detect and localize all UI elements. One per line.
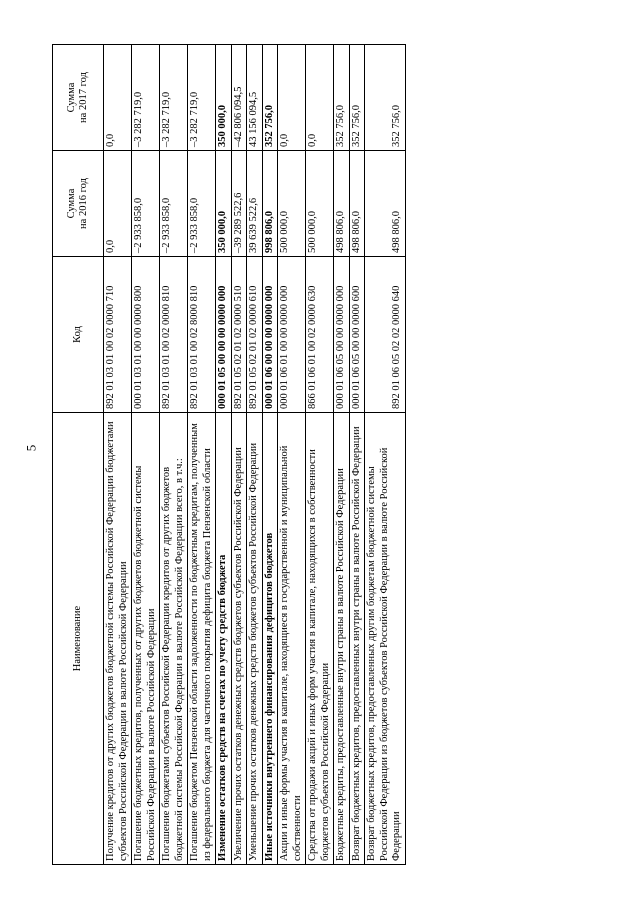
row-name: Акции и иные формы участия в капитале, находящиеся в государственной и муниципальной собственности: [278, 413, 306, 865]
row-name: Средства от продажи акций и иных форм участия в капитале, находящихся в собственности бюджетов субъектов Российской Федерации: [306, 413, 334, 865]
row-sum-2017: 352 756,0: [334, 45, 350, 151]
row-code: 892 01 06 05 02 02 0000 640: [365, 257, 406, 413]
header-sum-2016-line2: на 2016 год: [78, 178, 89, 229]
row-sum-2017: 352 756,0: [262, 45, 278, 151]
page-number: 5: [23, 444, 39, 452]
row-sum-2016: 498 806,0: [334, 151, 350, 257]
row-sum-2017: 0,0: [278, 45, 306, 151]
row-sum-2016: –2 933 858,0: [160, 151, 188, 257]
row-code: 892 01 05 02 01 02 0000 510: [231, 257, 247, 413]
row-sum-2017: 0,0: [306, 45, 334, 151]
row-code: 000 01 03 01 00 00 0000 800: [132, 257, 160, 413]
row-name: Погашение бюджетом Пензенской области задолженности по бюджетным кредитам, полученным из федерального бюджета для частичного покрытия дефицита бюджета Пензенской области: [188, 413, 216, 865]
row-code: 000 01 06 00 00 00 0000 000: [262, 257, 278, 413]
row-name: Иные источники внутреннего финансирования дефицитов бюджетов: [262, 413, 278, 865]
table-row: [104, 45, 132, 865]
row-sum-2016: 500 000,0: [306, 151, 334, 257]
row-code: 000 01 06 01 00 00 0000 000: [278, 257, 306, 413]
row-name: Возврат бюджетных кредитов, предоставленных другим бюджетам бюджетной системы Российской Федерации из бюджетов субъектов Российской Федерации в валюте Российской Федерации: [365, 413, 406, 865]
table-row: [188, 45, 216, 865]
table-row: [231, 45, 247, 865]
row-code: 000 01 05 00 00 00 0000 000: [216, 257, 232, 413]
row-name: Увеличение прочих остатков денежных средств бюджетов субъектов Российской Федерации: [231, 413, 247, 865]
row-name: Изменение остатков средств на счетах по учету средств бюджета: [216, 413, 232, 865]
rotated-table-wrapper: [52, 45, 406, 865]
row-sum-2017: –42 806 094,5: [231, 45, 247, 151]
row-sum-2017: 43 156 094,5: [247, 45, 263, 151]
table-body: [104, 45, 406, 865]
row-sum-2016: 500 000,0: [278, 151, 306, 257]
table-row: [160, 45, 188, 865]
row-sum-2016: 350 000,0: [216, 151, 232, 257]
row-sum-2017: 350 000,0: [216, 45, 232, 151]
row-sum-2016: 39 639 522,6: [247, 151, 263, 257]
header-sum-2017: [53, 45, 104, 151]
header-sum-2016-line1: Сумма: [65, 188, 77, 219]
table-row: [365, 45, 406, 865]
row-name: Уменьшение прочих остатков денежных средств бюджетов субъектов Российской Федерации: [247, 413, 263, 865]
table-row: [216, 45, 232, 865]
table-row: [306, 45, 334, 865]
row-code: 892 01 03 01 00 02 8000 810: [188, 257, 216, 413]
financing-sources-table: [52, 44, 406, 865]
row-sum-2016: –2 933 858,0: [132, 151, 160, 257]
row-code: 000 01 06 05 00 00 0000 000: [334, 257, 350, 413]
row-name: Возврат бюджетных кредитов, предоставленных внутри страны в валюте Российской Федерации: [349, 413, 365, 865]
row-sum-2016: –39 289 522,6: [231, 151, 247, 257]
row-sum-2016: 998 806,0: [262, 151, 278, 257]
row-sum-2016: 498 806,0: [349, 151, 365, 257]
row-name: Погашение бюджетами субъектов Российской Федерации кредитов от других бюджетов бюджетной системы Российской Федерации в валюте Российской Федерации всего, в т.ч.:: [160, 413, 188, 865]
row-code: 866 01 06 01 00 02 0000 630: [306, 257, 334, 413]
row-name: Бюджетные кредиты, предоставленные внутри страны в валюте Российской Федерации: [334, 413, 350, 865]
table-row: [349, 45, 365, 865]
row-sum-2017: 0,0: [104, 45, 132, 151]
table-header-row: [53, 45, 104, 865]
header-sum-2016: [53, 151, 104, 257]
row-sum-2016: 0,0: [104, 151, 132, 257]
header-sum-2017-line2: на 2017 год: [78, 72, 89, 123]
row-sum-2017: 352 756,0: [365, 45, 406, 151]
row-sum-2017: –3 282 719,0: [160, 45, 188, 151]
row-sum-2016: –2 933 858,0: [188, 151, 216, 257]
table-row: [132, 45, 160, 865]
row-name: Получение кредитов от других бюджетов бюджетной системы Российской Федерации бюджетами субъектов Российской Федерации в валюте Российской Федерации: [104, 413, 132, 865]
row-sum-2017: 352 756,0: [349, 45, 365, 151]
row-code: 892 01 05 02 01 02 0000 610: [247, 257, 263, 413]
header-code: Код: [53, 257, 104, 413]
row-code: 892 01 03 01 00 02 0000 710: [104, 257, 132, 413]
row-sum-2017: –3 282 719,0: [188, 45, 216, 151]
row-code: 892 01 03 01 00 02 0000 810: [160, 257, 188, 413]
table-row: [278, 45, 306, 865]
row-name: Погашение бюджетных кредитов, полученных от других бюджетов бюджетной системы Российской Федерации в валюте Российской Федерации: [132, 413, 160, 865]
row-code: 000 01 06 05 00 00 0000 600: [349, 257, 365, 413]
table-row: [247, 45, 263, 865]
row-sum-2016: 498 806,0: [365, 151, 406, 257]
table-row: [334, 45, 350, 865]
header-sum-2017-line1: Сумма: [65, 82, 77, 113]
row-sum-2017: –3 282 719,0: [132, 45, 160, 151]
table-row: [262, 45, 278, 865]
header-name: Наименование: [53, 413, 104, 865]
